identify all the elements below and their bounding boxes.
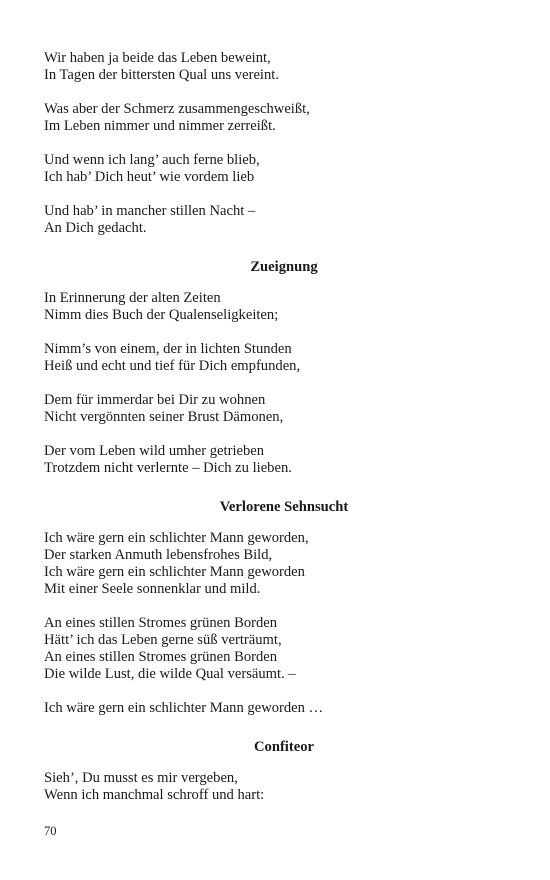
poem-zueignung: [44, 259, 504, 477]
poem-title: Verlorene Sehnsucht: [219, 499, 349, 515]
page-number: 70: [44, 824, 57, 838]
verse-line: Nicht vergönnten seiner Brust Dämonen,: [44, 409, 284, 425]
verse-line: Im Leben nimmer und nimmer zerreißt.: [44, 118, 276, 134]
verse-line: In Erinnerung der alten Zeiten: [44, 290, 221, 306]
verse-line: An eines stillen Stromes grünen Borden: [44, 649, 278, 665]
poem-verlorene-sehnsucht: [44, 499, 504, 717]
poem-confiteor: [44, 739, 504, 804]
verse-line: Ich hab’ Dich heut’ wie vordem lieb: [44, 169, 255, 185]
verse-line: Nimm’s von einem, der in lichten Stunden: [44, 341, 292, 357]
stanza: [44, 530, 504, 598]
verse-line: An eines stillen Stromes grünen Borden: [44, 615, 278, 631]
verse-line: Und wenn ich lang’ auch ferne blieb,: [44, 152, 260, 168]
stanza: [44, 700, 504, 717]
stanza: [44, 615, 504, 683]
stanza: [44, 50, 504, 84]
verse-line: Und hab’ in mancher stillen Nacht –: [44, 203, 256, 219]
verse-line: Die wilde Lust, die wilde Qual versäumt. –: [44, 666, 296, 682]
stanza: [44, 341, 504, 375]
poem-title: Confiteor: [254, 739, 314, 755]
verse-line: Trotzdem nicht verlernte – Dich zu lieben.: [44, 460, 292, 476]
verse-line: Mit einer Seele sonnenklar und mild.: [44, 581, 261, 597]
verse-line: Nimm dies Buch der Qualenseligkeiten;: [44, 307, 279, 323]
stanza: [44, 152, 504, 186]
verse-line: Der starken Anmuth lebensfrohes Bild,: [44, 547, 273, 563]
verse-line: Heiß und echt und tief für Dich empfunden,: [44, 358, 301, 374]
verse-line: Was aber der Schmerz zusammengeschweißt,: [44, 101, 310, 117]
stanza: [44, 443, 504, 477]
verse-line: Hätt’ ich das Leben gerne süß verträumt,: [44, 632, 282, 648]
stanza: [44, 290, 504, 324]
poem-continuation: [44, 50, 504, 237]
verse-line: Wir haben ja beide das Leben beweint,: [44, 50, 271, 66]
verse-line: Dem für immerdar bei Dir zu wohnen: [44, 392, 266, 408]
verse-line: Ich wäre gern ein schlichter Mann geworden,: [44, 530, 309, 546]
page-content: [44, 50, 504, 804]
stanza: [44, 392, 504, 426]
verse-line: Der vom Leben wild umher getrieben: [44, 443, 265, 459]
verse-line: Ich wäre gern ein schlichter Mann geworden: [44, 564, 305, 580]
stanza: [44, 203, 504, 237]
stanza: [44, 101, 504, 135]
verse-line: Ich wäre gern ein schlichter Mann geworden …: [44, 700, 324, 716]
verse-line: An Dich gedacht.: [44, 220, 147, 236]
verse-line: Wenn ich manchmal schroff und hart:: [44, 787, 265, 803]
poem-title: Zueignung: [250, 259, 318, 275]
verse-line: In Tagen der bittersten Qual uns vereint.: [44, 67, 279, 83]
stanza: [44, 770, 504, 804]
verse-line: Sieh’, Du musst es mir vergeben,: [44, 770, 238, 786]
